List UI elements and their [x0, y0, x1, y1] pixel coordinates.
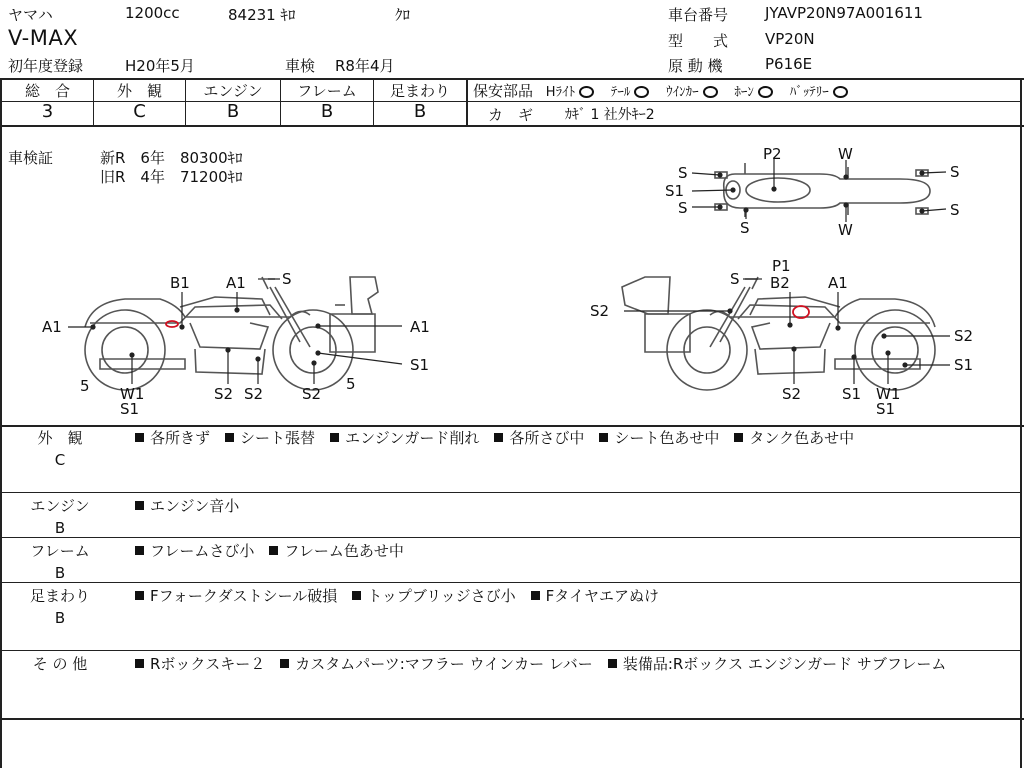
frame-number-label: 車台番号 [668, 6, 729, 24]
bullet-square-icon [225, 433, 234, 442]
label-w1-left: W1 [120, 385, 145, 403]
type-label: 型 式 [668, 32, 729, 50]
bullet-square-icon [269, 546, 278, 555]
note-grade: B [54, 519, 66, 537]
label-s-mid-left: S [678, 199, 688, 217]
label-s2-left-b: S2 [244, 385, 264, 403]
note-items [135, 653, 1015, 675]
horn-label: ﾎｰﾝ [734, 85, 754, 100]
bullet-square-icon [608, 659, 617, 668]
bullet-square-icon [352, 591, 361, 600]
label-a1-left: A1 [42, 318, 62, 336]
frame-label: フレーム [297, 82, 357, 100]
note-item: 各所さび中 [494, 429, 584, 447]
label-a1-left-right: A1 [410, 318, 430, 336]
note-item: シート張替 [225, 429, 315, 447]
note-label: 足まわり [29, 587, 90, 605]
note-items [135, 540, 1015, 562]
exterior-value: C [133, 101, 146, 122]
note-item: タンク色あせ中 [734, 429, 854, 447]
bullet-square-icon [531, 591, 540, 600]
inspection-label: 車検 [285, 57, 316, 75]
label-b2: B2 [770, 274, 790, 292]
taillight-label: ﾃｰﾙ [610, 85, 631, 100]
label-s1-right-bottom2: S1 [876, 400, 896, 418]
note-item: Fフォークダストシール破損 [135, 587, 337, 605]
label-s2-left-c: S2 [302, 385, 322, 403]
note-item: Fタイヤエアぬけ [531, 587, 659, 605]
bullet-square-icon [599, 433, 608, 442]
suspension-value: B [413, 101, 427, 122]
note-item: トップブリッジさび小 [352, 587, 515, 605]
label-s1-top: S1 [665, 182, 685, 200]
label-w-top: W [838, 145, 853, 163]
engine-model-label: 原 動 機 [668, 57, 723, 75]
odometer-old: 旧R 4年 71200ｷﾛ [100, 168, 243, 186]
note-item: エンジンガード削れ [330, 429, 479, 447]
label-b1: B1 [170, 274, 190, 292]
note-item: 装備品:Rボックス エンジンガード サブフレーム [608, 655, 947, 673]
note-label: エンジン [30, 497, 90, 515]
frame-value: B [320, 101, 334, 122]
note-grade: B [54, 609, 66, 627]
bullet-square-icon [135, 591, 144, 600]
battery-ok-icon [833, 86, 848, 98]
bullet-square-icon [135, 433, 144, 442]
maker: ヤマハ [8, 6, 53, 24]
displacement: 1200cc [125, 4, 180, 22]
label-5-left: 5 [80, 377, 90, 395]
note-label: 外 観 [37, 429, 83, 447]
battery-label: ﾊﾞｯﾃﾘｰ [789, 85, 829, 100]
label-s-top-left: S [678, 164, 688, 182]
winker-label: ｳｲﾝｶｰ [666, 85, 699, 100]
safety-parts-row [473, 80, 852, 101]
inspection-value: R8年4月 [335, 57, 395, 75]
mileage: 84231 ｷﾛ [228, 6, 296, 24]
headlight-label: Hﾗｲﾄ [545, 85, 576, 100]
note-items [135, 427, 1015, 449]
bullet-square-icon [135, 501, 144, 510]
damage-mark-left [166, 321, 178, 327]
bullet-square-icon [494, 433, 503, 442]
engine-model-value: P616E [765, 55, 813, 73]
label-s1-right: S1 [954, 356, 974, 374]
note-item: カスタムパーツ:マフラー ウインカー レバー [280, 655, 593, 673]
suspension-label: 足まわり [389, 82, 450, 100]
label-s1-right-bottom: S1 [842, 385, 862, 403]
total-label: 総 合 [24, 82, 70, 100]
note-item: エンジン音小 [135, 497, 239, 515]
label-s2-left-a: S2 [214, 385, 234, 403]
total-value: 3 [41, 101, 54, 122]
bullet-square-icon [135, 659, 144, 668]
note-items [135, 585, 1015, 607]
note-items [135, 495, 1015, 517]
note-item: 各所きず [135, 429, 210, 447]
label-w1-right: W1 [876, 385, 901, 403]
left-side-view-drawing [85, 277, 378, 390]
label-s-left-top: S [282, 270, 292, 288]
exterior-label: 外 観 [116, 82, 162, 100]
label-w-bottom: W [838, 221, 853, 239]
engine-label: エンジン [203, 82, 263, 100]
key-label: カ ギ [488, 106, 534, 124]
bullet-square-icon [330, 433, 339, 442]
label-p1: P1 [772, 257, 791, 275]
label-s1-left: S1 [120, 400, 140, 418]
note-item: フレーム色あせ中 [269, 542, 403, 560]
label-s2-right-bottom: S2 [782, 385, 802, 403]
first-registration-label: 初年度登録 [8, 57, 84, 75]
engine-value: B [226, 101, 240, 122]
winker-ok-icon [703, 86, 718, 98]
label-s2-right-left: S2 [590, 302, 610, 320]
odometer-label: 車検証 [8, 149, 54, 167]
note-item: シート色あせ中 [599, 429, 719, 447]
color: ｸﾛ [395, 6, 411, 24]
note-label: そ の 他 [32, 655, 88, 673]
label-p2: P2 [763, 145, 782, 163]
note-item: フレームさび小 [135, 542, 254, 560]
right-border [1020, 78, 1022, 768]
safety-label: 保安部品 [473, 82, 534, 100]
key-value: ｶｷﾞ 1 社外ｷｰ2 [565, 107, 655, 123]
taillight-ok-icon [634, 86, 649, 98]
note-grade: C [54, 451, 66, 469]
note-item: Rボックスキー２ [135, 655, 265, 673]
note-label: フレーム [30, 542, 90, 560]
model-name: V-MAX [8, 26, 79, 50]
safety-row-divider [467, 101, 1020, 102]
bullet-square-icon [280, 659, 289, 668]
note-grade: B [54, 564, 66, 582]
type-value: VP20N [765, 30, 815, 48]
horn-ok-icon [758, 86, 773, 98]
headlight-ok-icon [579, 86, 594, 98]
label-s-bottom-right: S [950, 201, 960, 219]
label-a1-left-top: A1 [226, 274, 246, 292]
label-s2-right: S2 [954, 327, 974, 345]
bike-diagram [0, 127, 1020, 425]
frame-number-value: JYAVP20N97A001611 [765, 4, 923, 22]
label-s1-left-right: S1 [410, 356, 430, 374]
odometer-new: 新R 6年 80300ｷﾛ [100, 149, 243, 167]
label-5-right: 5 [346, 375, 356, 393]
label-s-top-right: S [950, 163, 960, 181]
label-s-right-top: S [730, 270, 740, 288]
bullet-square-icon [135, 546, 144, 555]
label-a1-right: A1 [828, 274, 848, 292]
first-registration-value: H20年5月 [125, 57, 195, 75]
bullet-square-icon [734, 433, 743, 442]
label-s-bottom: S [740, 219, 750, 237]
